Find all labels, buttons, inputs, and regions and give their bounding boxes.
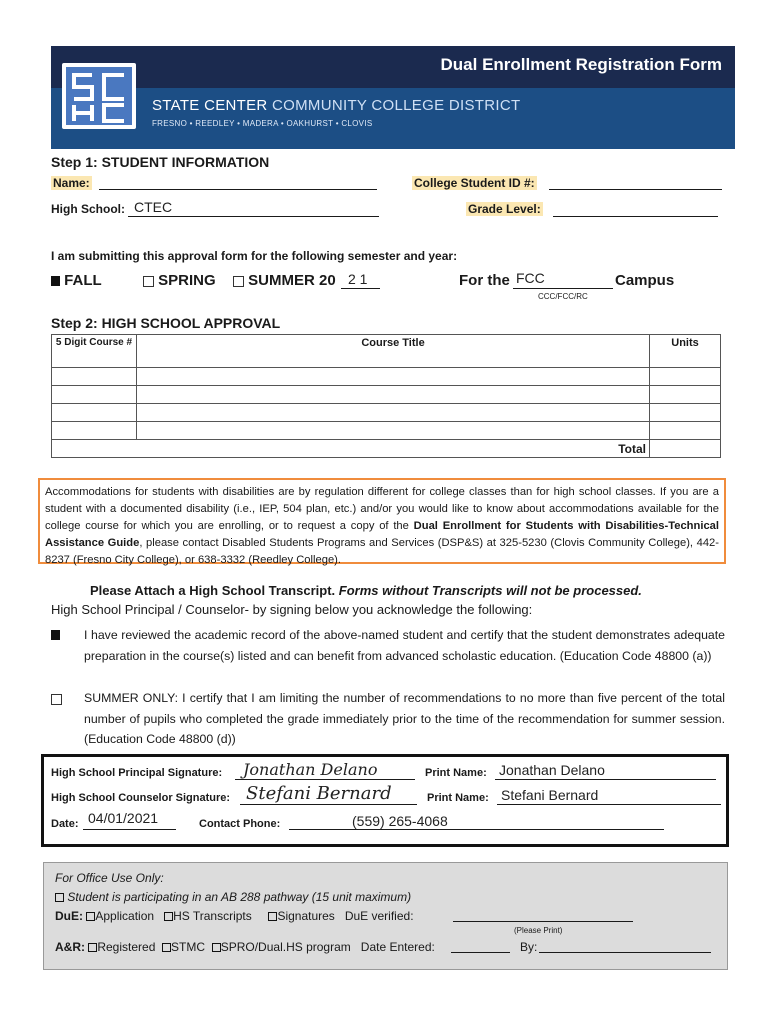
counselor-signature[interactable]: Stefani Bernard	[246, 783, 392, 804]
spro-checkbox[interactable]	[212, 943, 221, 952]
principal-print-name-label: Print Name:	[425, 767, 487, 779]
grade-level-field[interactable]	[553, 216, 718, 217]
registered-checkbox[interactable]	[88, 943, 97, 952]
district-name-b: COMMUNITY COLLEGE DISTRICT	[272, 97, 521, 114]
contact-phone-field[interactable]	[289, 829, 664, 830]
course-title-cell[interactable]	[137, 368, 650, 386]
due-verified-label: DuE verified:	[344, 909, 414, 923]
principal-signature-field[interactable]	[235, 779, 415, 780]
due-verified-field[interactable]	[453, 921, 633, 922]
by-field[interactable]	[539, 952, 711, 953]
due-label: DuE:	[55, 909, 83, 923]
counselor-print-name-field[interactable]	[497, 804, 721, 805]
stmc-checkbox[interactable]	[162, 943, 171, 952]
table-header-row	[52, 335, 721, 368]
course-number-cell[interactable]	[52, 368, 137, 386]
stmc-label: STMC	[171, 940, 206, 954]
total-units-cell[interactable]	[650, 440, 721, 458]
units-cell[interactable]	[650, 404, 721, 422]
col-course-number: 5 Digit Course #	[52, 335, 137, 368]
campus-field[interactable]	[513, 288, 613, 289]
table-row[interactable]	[52, 386, 721, 404]
application-label: Application	[95, 909, 155, 923]
name-field[interactable]	[99, 189, 377, 190]
counselor-print-name-label: Print Name:	[427, 792, 489, 804]
fall-checkbox[interactable]	[51, 276, 60, 286]
date-entered-field[interactable]	[451, 952, 510, 953]
high-school-field[interactable]	[128, 216, 379, 217]
principal-print-name-field[interactable]	[495, 779, 716, 780]
ar-label: A&R:	[55, 940, 85, 954]
total-row	[52, 440, 721, 458]
counselor-signature-label: High School Counselor Signature:	[51, 792, 231, 804]
item2-checkbox-wrap[interactable]	[51, 691, 62, 709]
contact-phone-value[interactable]: (559) 265-4068	[352, 813, 448, 829]
date-label: Date:	[51, 818, 79, 830]
item2-checkbox[interactable]	[51, 694, 62, 705]
campus-hint: CCC/FCC/RC	[538, 292, 588, 301]
step2-heading: Step 2: HIGH SCHOOL APPROVAL	[51, 315, 281, 331]
course-title-cell[interactable]	[137, 386, 650, 404]
form-title: Dual Enrollment Registration Form	[440, 55, 722, 74]
campus-value[interactable]: FCC	[516, 270, 545, 286]
principal-signature-label: High School Principal Signature:	[51, 767, 223, 779]
course-table	[51, 334, 721, 458]
semester-prompt: I am submitting this approval form for the following semester and year:	[51, 249, 458, 263]
date-entered-label: Date Entered:	[360, 940, 435, 954]
col-course-title: Course Title	[137, 335, 650, 368]
application-checkbox[interactable]	[86, 912, 95, 921]
fall-label: FALL	[64, 272, 102, 289]
student-id-field[interactable]	[549, 189, 722, 190]
district-name-a: STATE CENTER	[152, 97, 268, 114]
attach-transcript: Please Attach a High School Transcript.	[90, 583, 336, 598]
course-number-cell[interactable]	[52, 422, 137, 440]
please-print-hint: (Please Print)	[514, 926, 563, 935]
step1-heading: Step 1: STUDENT INFORMATION	[51, 154, 270, 170]
transcript-warning: Forms without Transcripts will not be processed.	[338, 583, 642, 598]
registered-label: Registered	[97, 940, 156, 954]
contact-phone-label: Contact Phone:	[199, 818, 281, 830]
total-label: Total	[52, 440, 650, 458]
grade-level-label: Grade Level:	[468, 202, 541, 216]
by-label: By:	[520, 940, 538, 954]
acknowledge-text: High School Principal / Counselor- by signing below you acknowledge the following:	[51, 602, 533, 617]
item1-text: I have reviewed the academic record of the above-named student and certify that the student demonstrates adequate preparation in the course(s) listed and can benefit from advanced scholastic education. (Education Code 48800 (a))	[84, 628, 725, 663]
units-cell[interactable]	[650, 422, 721, 440]
district-cities: FRESNO • REEDLEY • MADERA • OAKHURST • CLOVIS	[152, 119, 373, 128]
units-cell[interactable]	[650, 368, 721, 386]
ab288-checkbox[interactable]	[55, 893, 64, 902]
course-number-cell[interactable]	[52, 386, 137, 404]
hs-transcripts-label: HS Transcripts	[173, 909, 252, 923]
table-row[interactable]	[52, 368, 721, 386]
ar-row	[55, 940, 435, 954]
col-units: Units	[650, 335, 721, 368]
attach-transcript-notice	[90, 583, 642, 598]
spro-label: SPRO/Dual.HS program	[220, 940, 351, 954]
date-value[interactable]: 04/01/2021	[88, 810, 159, 826]
counselor-print-name[interactable]: Stefani Bernard	[501, 787, 599, 803]
due-row	[55, 909, 414, 923]
spring-checkbox[interactable]	[143, 276, 154, 287]
summer-label: SUMMER 20	[248, 272, 336, 289]
item1-checkbox[interactable]	[51, 630, 60, 640]
signatures-label: Signatures	[277, 909, 335, 923]
office-use-heading: For Office Use Only:	[55, 871, 164, 885]
principal-print-name[interactable]: Jonathan Delano	[499, 762, 605, 778]
campus-label: Campus	[615, 272, 675, 289]
for-the-label: For the	[459, 272, 510, 289]
spring-option[interactable]	[143, 272, 216, 289]
fall-option[interactable]	[51, 272, 102, 289]
table-row[interactable]	[52, 404, 721, 422]
units-cell[interactable]	[650, 386, 721, 404]
spring-label: SPRING	[158, 272, 216, 289]
item1-checkbox-wrap[interactable]	[51, 626, 60, 644]
high-school-value[interactable]: CTEC	[134, 199, 173, 215]
accommodations-text-a: Accommodations for students with disabilities are by regulation different for college classes than for high school classes. If you are a student with a documented disability (i.e., IEP, 504 plan, etc.) and/or you would like to know about accommodations available for the college course for which you are enrolling, or to request a copy of the	[45, 486, 719, 532]
district-logo	[62, 63, 136, 129]
hs-transcripts-checkbox[interactable]	[164, 912, 173, 921]
summer-option[interactable]	[233, 272, 336, 289]
accommodations-guide-title: Dual Enrollment for Students with Disabilities-Technical Assistance Guide	[45, 520, 719, 549]
ab288-option[interactable]	[55, 890, 411, 904]
accommodations-notice	[38, 478, 726, 564]
table-row[interactable]	[52, 422, 721, 440]
principal-signature[interactable]: Jonathan Delano	[243, 760, 378, 779]
item2-text: SUMMER ONLY: I certify that I am limiting the number of recommendations to no more than five percent of the total number of pupils who completed the grade immediately prior to the time of the recommendation for summer session. (Education Code 48800 (d))	[84, 691, 725, 746]
year-value[interactable]: 2 1	[348, 271, 368, 287]
course-title-cell[interactable]	[137, 404, 650, 422]
course-number-cell[interactable]	[52, 404, 137, 422]
date-field[interactable]	[83, 829, 176, 830]
counselor-signature-field[interactable]	[240, 804, 417, 805]
summer-checkbox[interactable]	[233, 276, 244, 287]
course-title-cell[interactable]	[137, 422, 650, 440]
year-field[interactable]	[341, 288, 380, 289]
accommodations-text-b: , please contact Disabled Students Programs and Services (DSP&S) at 325-5230 (Clovis Community College), 442-8237 (Fresno City College), or 638-3332 (Reedley College).	[45, 537, 719, 566]
district-name	[152, 97, 520, 114]
ab288-label: Student is participating in an AB 288 pathway (15 unit maximum)	[67, 890, 412, 904]
high-school-label: High School:	[51, 202, 125, 216]
student-id-label: College Student ID #:	[414, 176, 535, 190]
name-label: Name:	[53, 176, 90, 190]
